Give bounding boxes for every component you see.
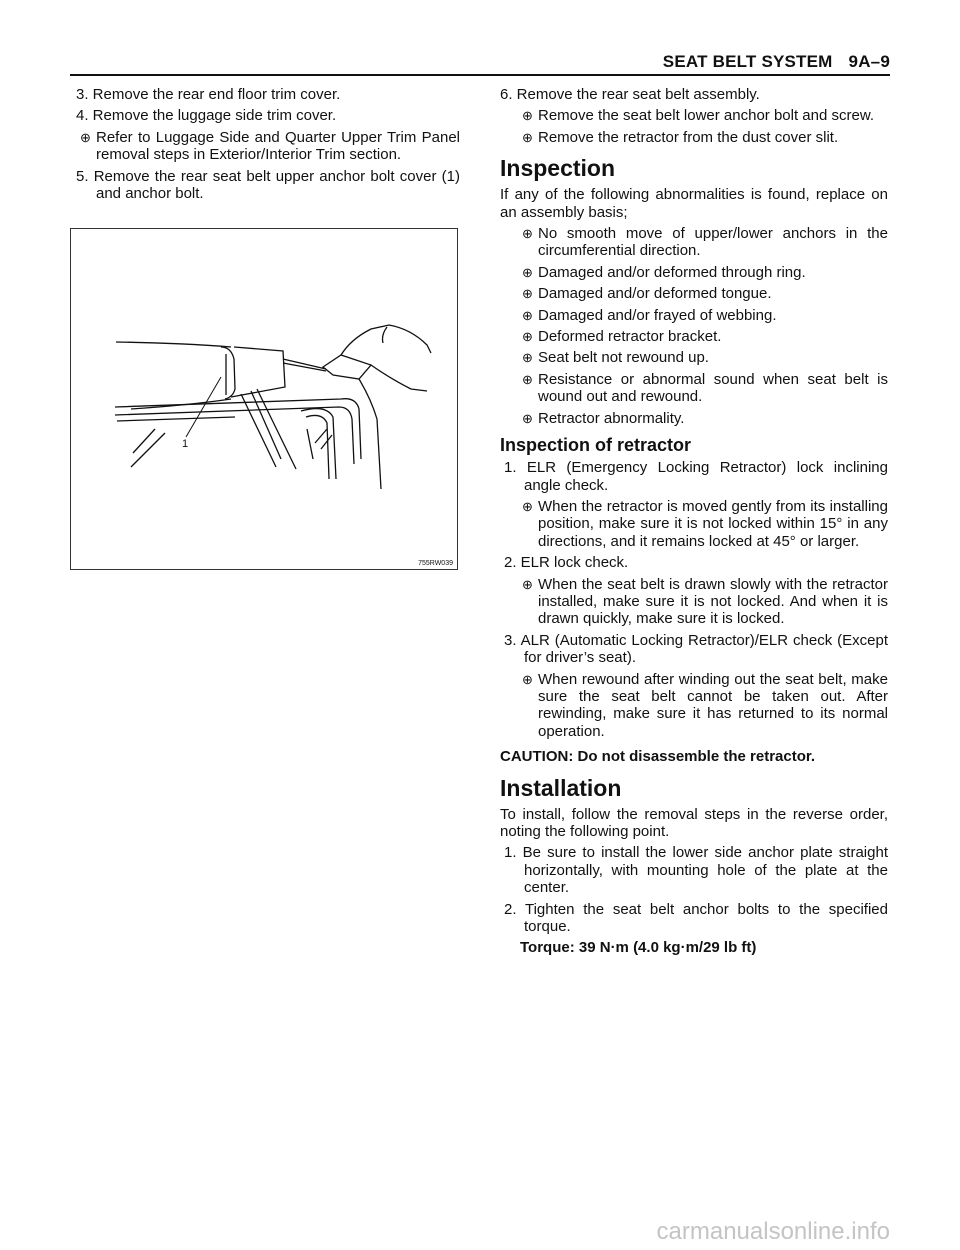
inspection-heading: Inspection xyxy=(500,155,616,182)
bullet-icon: ⊕ xyxy=(522,329,533,345)
figure-callout: 1 xyxy=(182,438,189,450)
right-column xyxy=(500,86,888,972)
inspection-bullet: ⊕ Retractor abnormality. xyxy=(522,409,685,427)
installation-item-2: 2. Tighten the seat belt anchor bolts to the specified torque. xyxy=(504,900,888,936)
inspection-bullet: ⊕ Damaged and/or frayed of webbing. xyxy=(522,306,777,324)
step-4-bullet: ⊕ Refer to Luggage Side and Quarter Upper Trim Panel removal steps in Exterior/Interior Trim section. xyxy=(80,128,460,164)
installation-item-1: 1. Be sure to install the lower side anchor plate straight horizontally, with mounting hole of the plate at the center. xyxy=(504,844,888,897)
installation-intro: To install, follow the removal steps in the reverse order, noting the following point. xyxy=(500,805,888,840)
bullet-icon: ⊕ xyxy=(522,576,533,592)
retractor-item-3: 3. ALR (Automatic Locking Retractor)/ELR check (Except for driver’s seat). xyxy=(504,631,888,667)
step-4: 4. Remove the luggage side trim cover. xyxy=(76,107,337,125)
inspection-bullet: ⊕ Damaged and/or deformed tongue. xyxy=(522,285,772,303)
bullet-icon: ⊕ xyxy=(522,307,533,323)
step-5: 5. Remove the rear seat belt upper anchor bolt cover (1) and anchor bolt. xyxy=(76,167,460,203)
bullet-icon: ⊕ xyxy=(522,371,533,387)
retractor-item-1-bullet: ⊕ When the retractor is moved gently from its installing position, make sure it is not locked within 15° in any directions, and it remains locked at 45° or larger. xyxy=(522,497,888,550)
watermark: carmanualsonline.info xyxy=(656,1218,890,1245)
header-rule xyxy=(70,74,890,76)
bullet-icon: ⊕ xyxy=(522,108,533,124)
bullet-icon: ⊕ xyxy=(522,264,533,280)
step-3: 3. Remove the rear end floor trim cover. xyxy=(76,86,341,103)
caution-note: CAUTION: Do not disassemble the retractor. xyxy=(500,748,816,766)
bullet-icon: ⊕ xyxy=(80,129,91,145)
installation-heading: Installation xyxy=(500,774,622,801)
section-title: SEAT BELT SYSTEM xyxy=(662,52,833,71)
inspection-bullet: ⊕ Seat belt not rewound up. xyxy=(522,349,709,367)
inspection-bullet: ⊕ No smooth move of upper/lower anchors in the circumferential direction. xyxy=(522,225,888,260)
inspection-bullet: ⊕ Damaged and/or deformed through ring. xyxy=(522,263,806,281)
left-column xyxy=(76,86,460,206)
retractor-item-1: 1. ELR (Emergency Locking Retractor) lock inclining angle check. xyxy=(504,459,888,494)
retractor-item-2-bullet: ⊕ When the seat belt is drawn slowly with the retractor installed, make sure it is not locked. And when it is drawn quickly, make sure it is locked. xyxy=(522,575,888,628)
torque-spec: Torque: 39 N·m (4.0 kg·m/29 lb ft) xyxy=(520,939,757,957)
bullet-icon: ⊕ xyxy=(522,498,533,514)
page-number: 9A–9 xyxy=(848,52,890,71)
bullet-icon: ⊕ xyxy=(522,410,533,426)
illustration-figure xyxy=(70,228,458,570)
bullet-icon: ⊕ xyxy=(522,671,533,687)
anchor-bolt-illustration xyxy=(71,229,457,569)
step-6: 6. Remove the rear seat belt assembly. xyxy=(500,86,760,103)
bullet-icon: ⊕ xyxy=(522,129,533,145)
retractor-heading: Inspection of retractor xyxy=(500,435,692,456)
step-6-bullet-2: ⊕ Remove the retractor from the dust cover slit. xyxy=(522,128,839,146)
retractor-item-2: 2. ELR lock check. xyxy=(504,554,629,572)
inspection-bullet: ⊕ Deformed retractor bracket. xyxy=(522,328,722,346)
figure-code: 755RW039 xyxy=(418,560,453,567)
bullet-icon: ⊕ xyxy=(522,226,533,242)
bullet-icon: ⊕ xyxy=(522,286,533,302)
step-6-bullet-1: ⊕ Remove the seat belt lower anchor bolt and screw. xyxy=(522,107,875,125)
inspection-intro: If any of the following abnormalities is found, replace on an assembly basis; xyxy=(500,186,888,221)
retractor-item-3-bullet: ⊕ When rewound after winding out the seat belt, make sure the seat belt cannot be taken out. After rewinding, make sure it has returned to its normal operation. xyxy=(522,670,888,740)
page-header xyxy=(70,52,890,72)
inspection-bullet: ⊕ Resistance or abnormal sound when seat belt is wound out and rewound. xyxy=(522,370,888,406)
bullet-icon: ⊕ xyxy=(522,350,533,366)
